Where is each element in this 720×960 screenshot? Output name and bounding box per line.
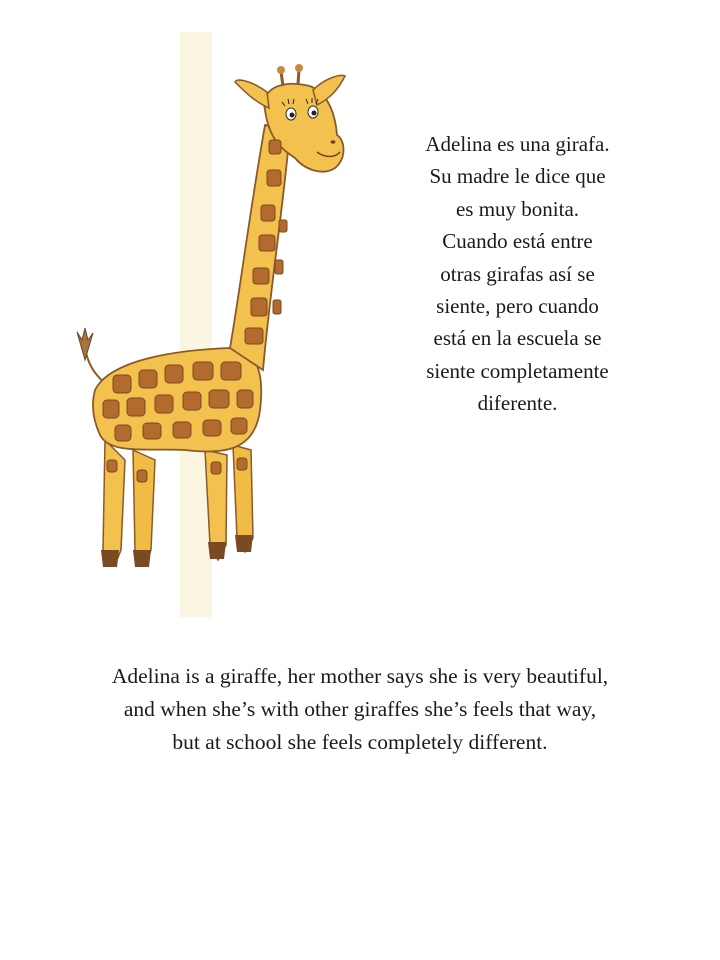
spanish-paragraph [380, 128, 655, 420]
hoof [133, 550, 151, 567]
spanish-line: otras girafas así se [440, 261, 595, 286]
giraffe-nostril [331, 140, 336, 144]
english-line: Adelina is a giraffe, her mother says she is very beautiful, [111, 664, 609, 688]
giraffe-ear-left [235, 80, 269, 108]
giraffe-illustration [55, 30, 365, 620]
giraffe-horn-right [298, 70, 299, 84]
giraffe-horn-left [281, 72, 283, 86]
english-line: but at school she feels completely different. [172, 730, 548, 754]
hoof [101, 550, 119, 567]
hoof [208, 542, 226, 559]
spanish-line: Cuando está entre [442, 229, 593, 254]
spanish-line: siente completamente [426, 358, 609, 383]
spanish-line: siente, pero cuando [436, 294, 599, 319]
back-leg-left [103, 440, 125, 565]
spanish-line: Adelina es una girafa. [425, 132, 610, 156]
back-leg-right [133, 450, 155, 565]
giraffe-tail-tuft [77, 328, 93, 360]
english-line: and when she’s with other giraffes she’s feels that way, [123, 697, 597, 721]
spanish-line: Su madre le dice que [429, 164, 606, 189]
hoof [235, 535, 253, 552]
english-paragraph [30, 660, 690, 759]
spanish-line: está en la escuela se [433, 326, 602, 351]
giraffe-horn-tip [277, 66, 285, 74]
spanish-line: diferente. [477, 391, 558, 416]
giraffe-horn-tip [295, 64, 303, 72]
paper-strip [180, 32, 212, 617]
spanish-line: es muy bonita. [455, 196, 580, 221]
